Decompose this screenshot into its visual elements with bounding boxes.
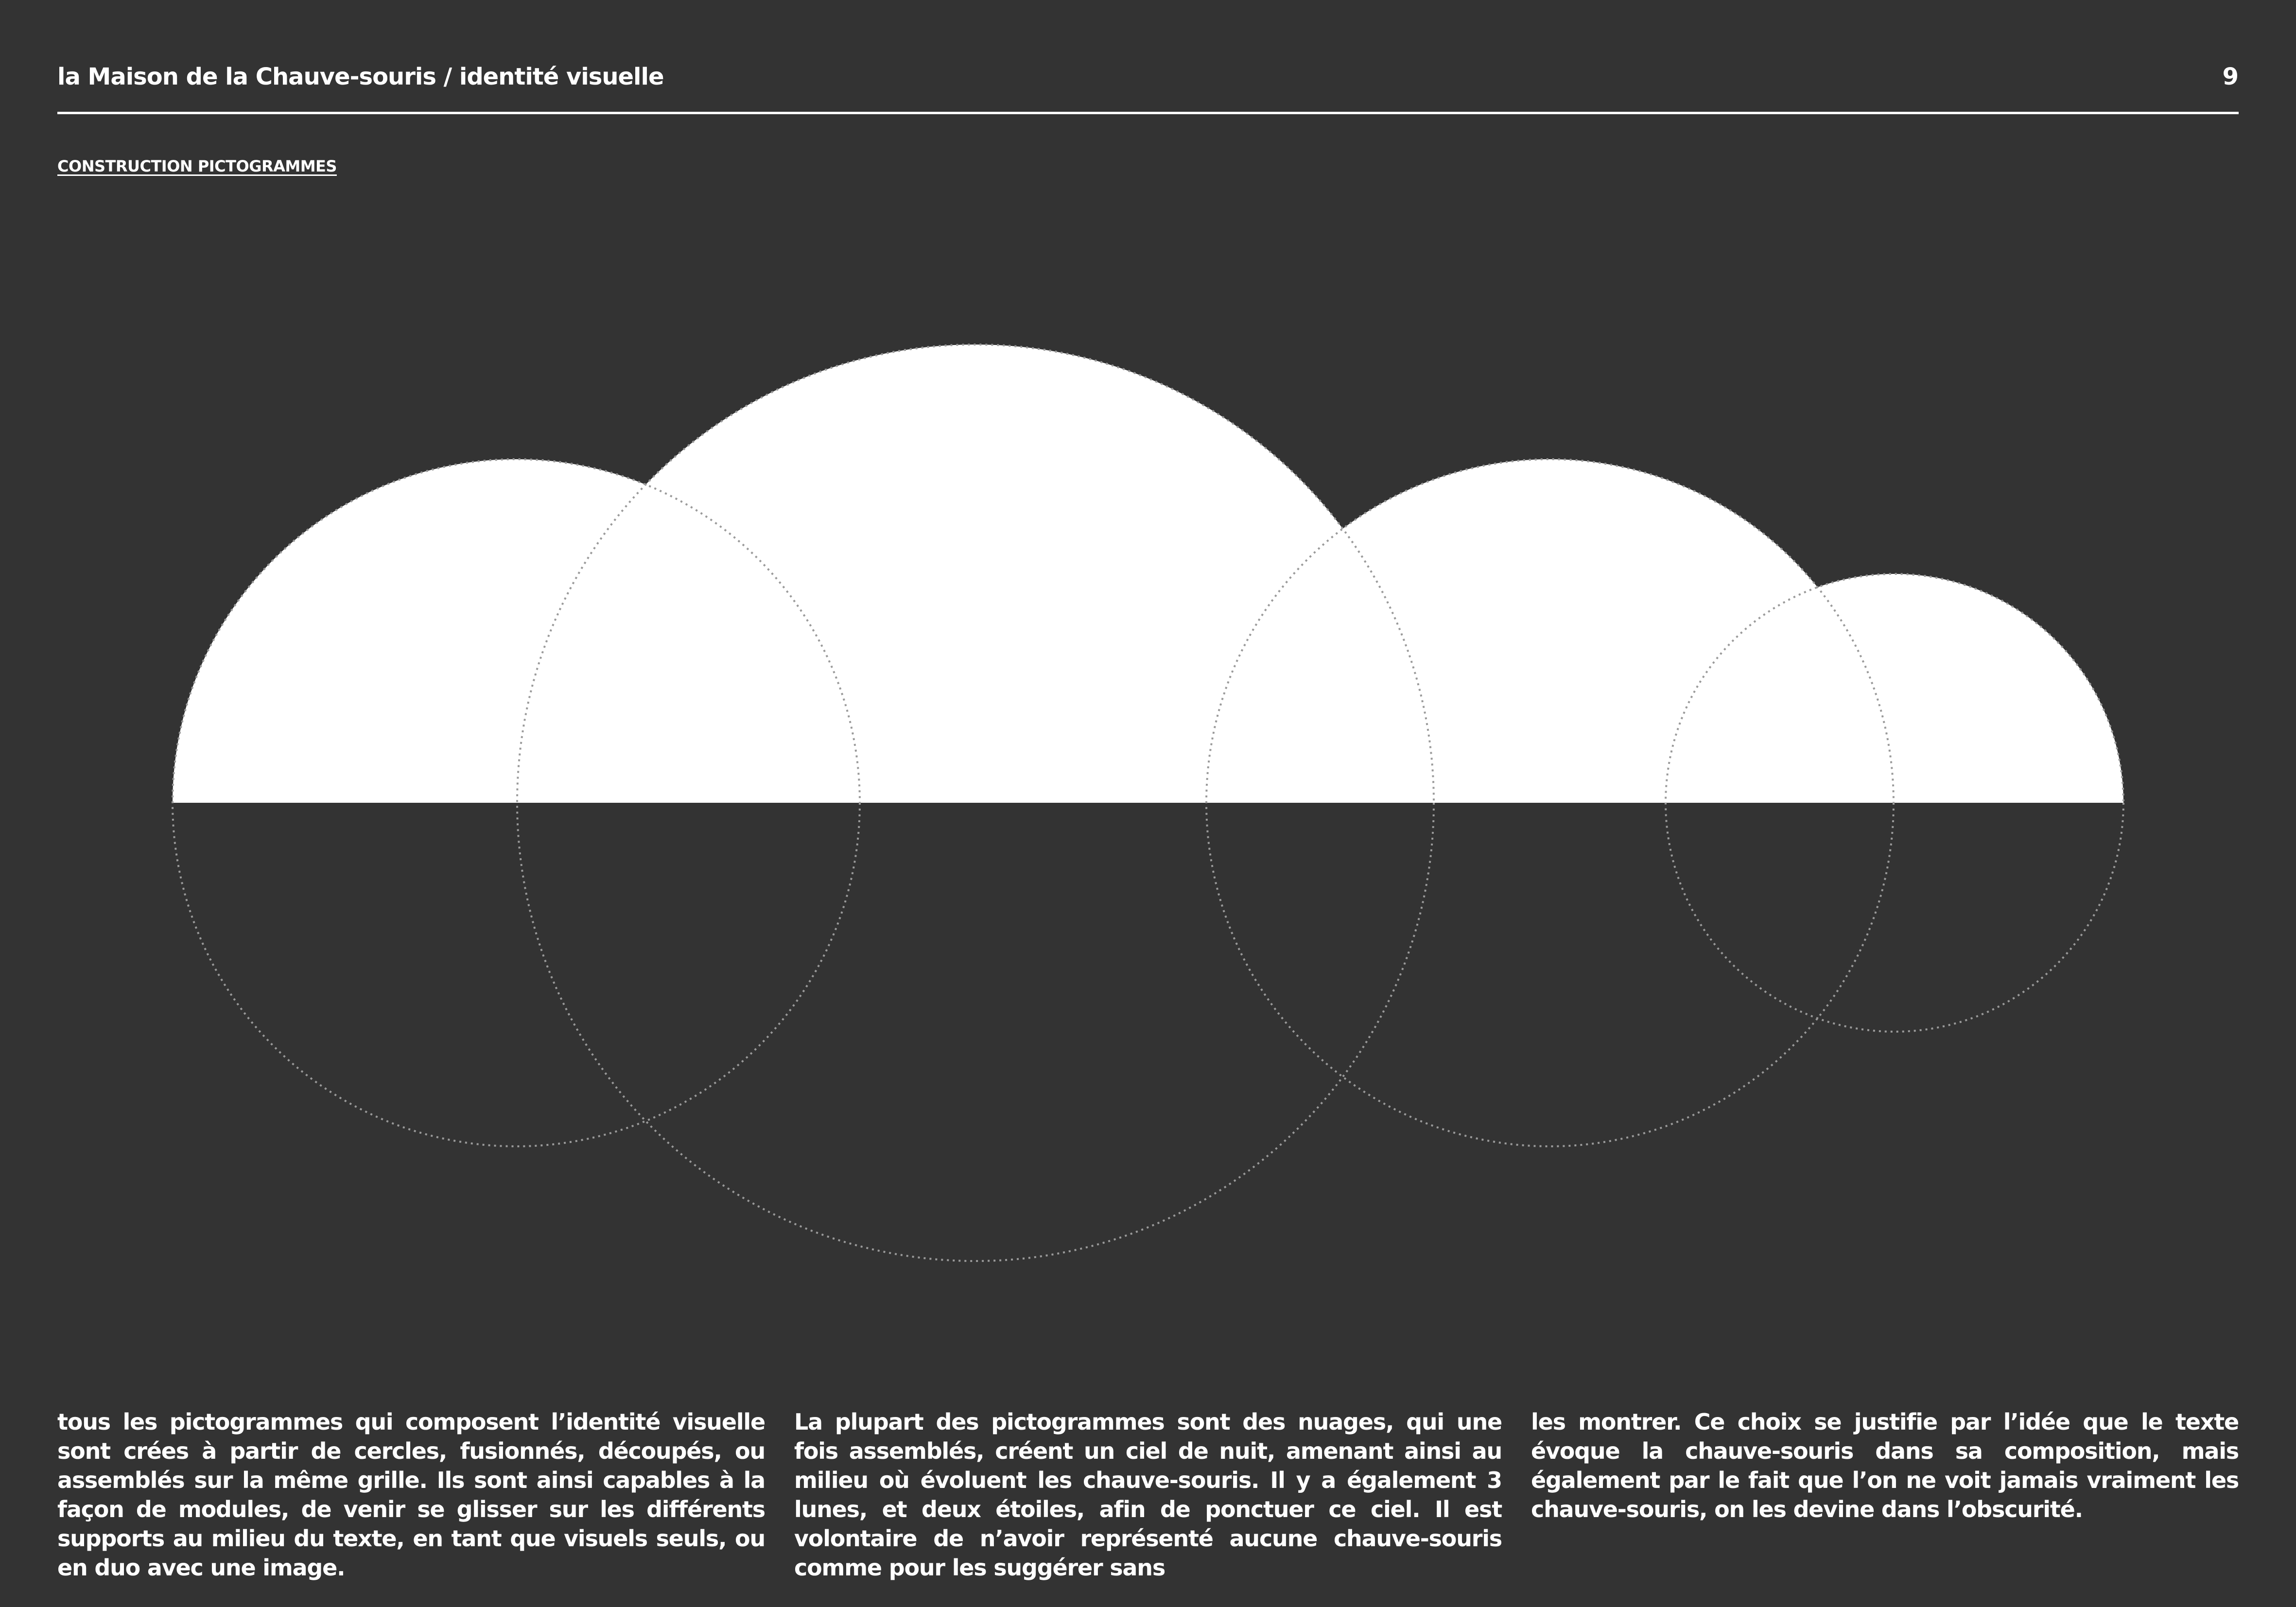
- body-text-column-1: tous les pictogrammes qui composent l’identité visuelle sont crées à partir de cercles, fusionnés, découpés, ou assemblés sur la même grille. Ils sont ainsi capables à la façon de modules, de venir se glisser sur les différents supports au milieu du texte, en tant que visuels seuls, ou en duo avec une image.: [57, 1409, 765, 1581]
- page-header-title: la Maison de la Chauve-souris / identité visuelle: [57, 63, 664, 90]
- page-number: 9: [2222, 63, 2239, 90]
- body-text-column-2: La plupart des pictogrammes sont des nuages, qui une fois assemblés, créent un ciel de nuit, amenant ainsi au milieu où évoluent les chauve-souris. Il y a également 3 lunes, et deux étoiles, afin de ponctuer ce ciel. Il est volontaire de n’avoir représenté aucune chauve-souris comme pour les suggérer sans: [794, 1409, 1502, 1581]
- cloud-shape: [173, 345, 2123, 1261]
- body-text-column-3: les montrer. Ce choix se justifie par l’idée que le texte évoque la chauve-souris dans sa composition, mais également par le fait que l’on ne voit jamais vraiment les chauve-souris, on les devine dans l’obscurité.: [1531, 1409, 2239, 1522]
- section-label: CONSTRUCTION PICTOGRAMMES: [57, 157, 337, 175]
